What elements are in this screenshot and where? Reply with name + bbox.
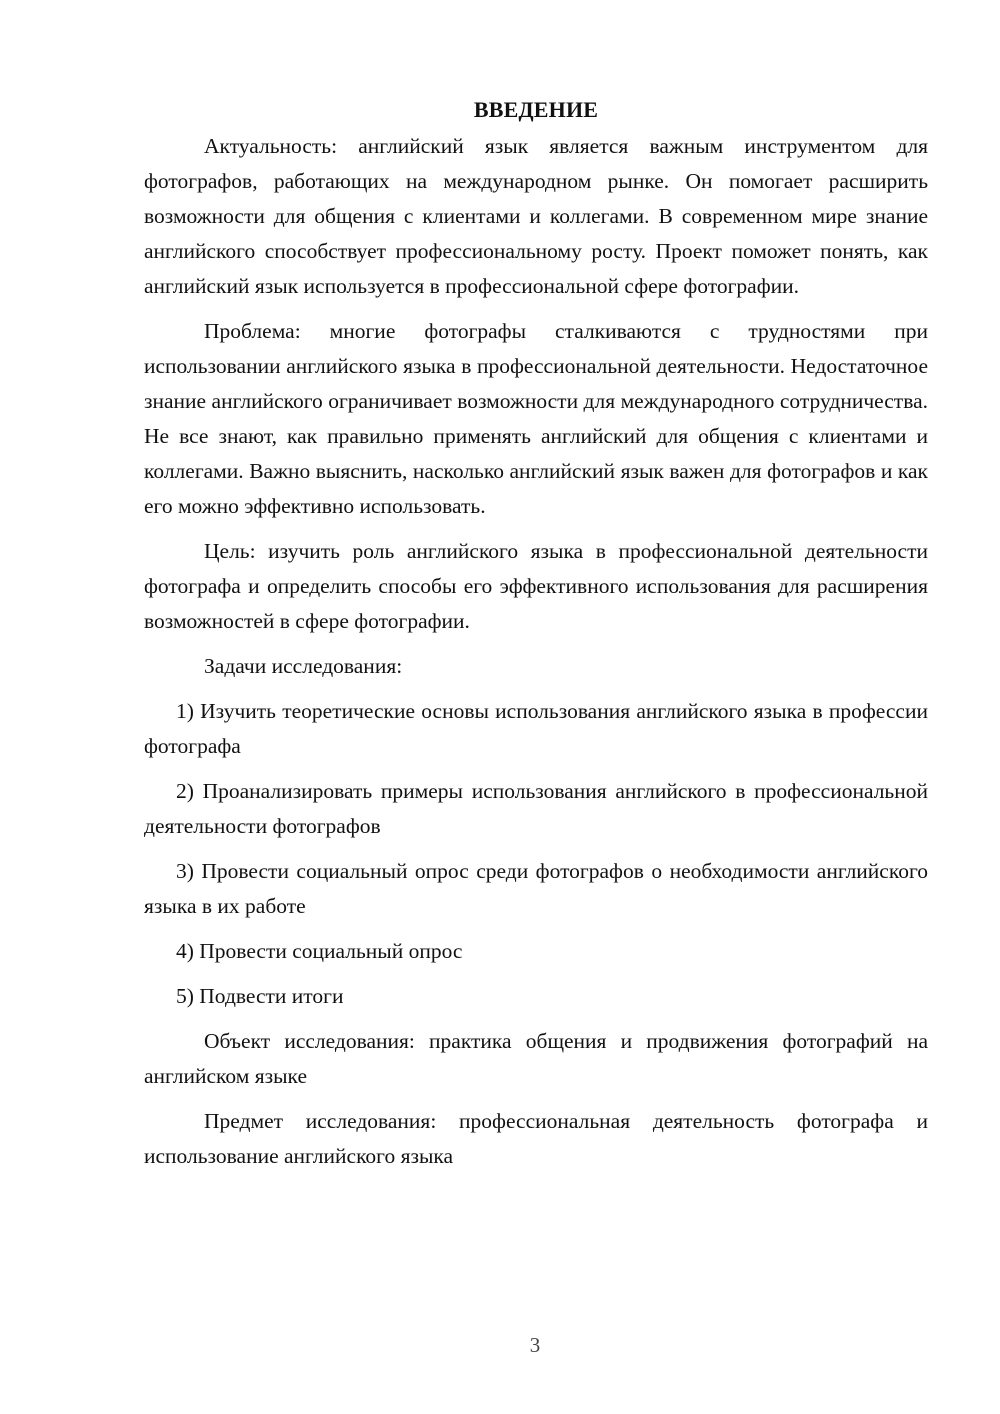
task-item-3: 3) Провести социальный опрос среди фотографов о необходимости английского языка в их работе xyxy=(144,859,928,918)
paragraph-tasks-heading: Задачи исследования: xyxy=(204,654,403,678)
section-title: ВВЕДЕНИЕ xyxy=(473,97,599,122)
task-item-4: 4) Провести социальный опрос xyxy=(176,939,463,963)
task-item-1: 1) Изучить теоретические основы использования английского языка в профессии фотографа xyxy=(144,699,928,758)
paragraph-object: Объект исследования: практика общения и продвижения фотографий на английском языке xyxy=(144,1029,928,1088)
page-content xyxy=(144,92,928,1184)
page-number: 3 xyxy=(529,1333,541,1357)
paragraph-problem: Проблема: многие фотографы сталкиваются с трудностями при использовании английского языка в профессиональной деятельности. Недостаточное знание английского ограничивает возможности для международного сотрудничества. Не все знают, как правильно применять английский для общения с клиентами и коллегами. Важно выяснить, насколько английский язык важен для фотографов и как его можно эффективно использовать. xyxy=(144,319,928,518)
paragraph-goal: Цель: изучить роль английского языка в профессиональной деятельности фотографа и определить способы его эффективного использования для расширения возможностей в сфере фотографии. xyxy=(144,539,928,633)
paragraph-relevance: Актуальность: английский язык является важным инструментом для фотографов, работающих на международном рынке. Он помогает расширить возможности для общения с клиентами и коллегами. В современном мире знание английского способствует профессиональному росту. Проект поможет понять, как английский язык используется в профессиональной сфере фотографии. xyxy=(144,134,928,298)
paragraph-subject: Предмет исследования: профессиональная деятельность фотографа и использование английского языка xyxy=(144,1109,928,1168)
task-item-5: 5) Подвести итоги xyxy=(176,984,344,1008)
task-item-2: 2) Проанализировать примеры использования английского в профессиональной деятельности фотографов xyxy=(144,779,928,838)
